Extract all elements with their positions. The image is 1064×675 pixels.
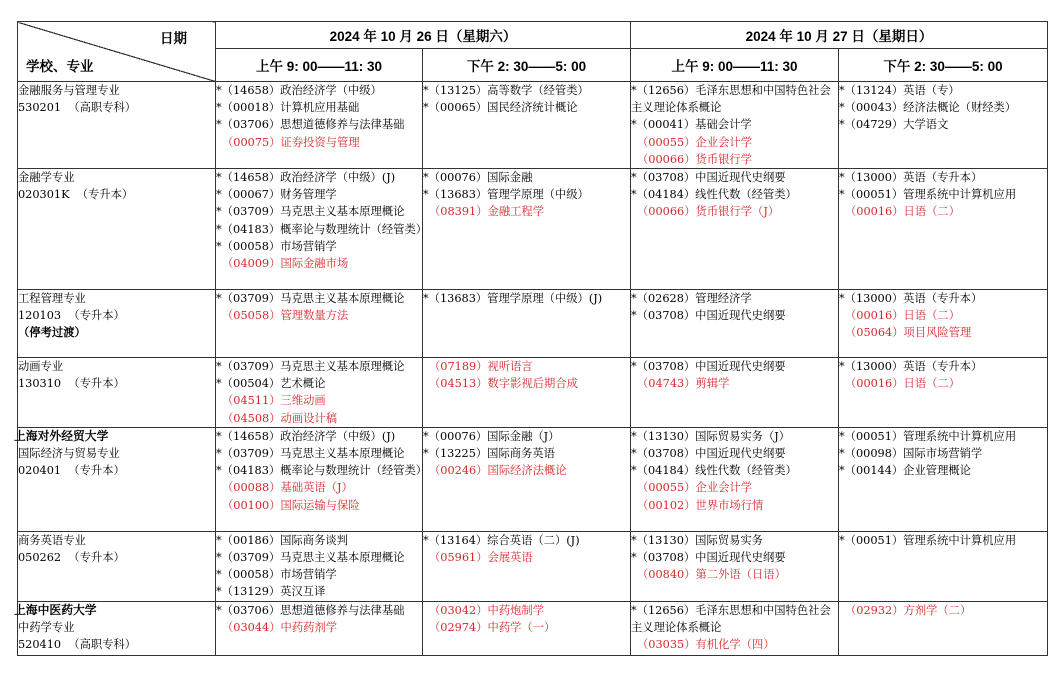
schedule-row xyxy=(18,601,1048,655)
schedule-row xyxy=(18,427,1048,531)
major-name: 中药学专业 xyxy=(18,620,75,634)
exam-course: *（04183）概率论与数理统计（经管类） xyxy=(216,222,428,236)
corner-header-cell xyxy=(18,22,216,82)
exam-course: *（13125）高等数学（经管类） xyxy=(423,84,589,97)
exam-course: （04511）三维动画 xyxy=(222,394,326,408)
exam-cell-day2-pm xyxy=(839,82,1048,169)
exam-course: *（03706）思想道德修养与法律基础 xyxy=(216,118,405,132)
exam-course: *（00018）计算机应用基础 xyxy=(216,101,360,115)
slot-header-day2-am: 上午 9: 00——11: 30 xyxy=(631,49,839,82)
exam-course: *（00098）国际市场营销学 xyxy=(839,447,983,461)
exam-course: *（13683）管理学原理（中级） xyxy=(423,188,589,202)
exam-course: *（13000）英语（专升本） xyxy=(839,360,983,374)
major-cell xyxy=(18,290,216,358)
exam-course: （03042）中药炮制学 xyxy=(429,603,545,617)
exam-course: （08391）金融工程学 xyxy=(429,205,545,219)
exam-course: *（00043）经济法概论（财经类） xyxy=(839,101,1017,115)
exam-course: *（00076）国际金融 xyxy=(423,171,533,185)
exam-course: *（00041）基础会计学 xyxy=(631,118,752,132)
exam-cell-day2-am xyxy=(631,290,839,358)
exam-course: *（12656）毛泽东思想和中国特色社会主义理论体系概论 xyxy=(631,603,831,634)
exam-course: *（13164）综合英语（二）(J) xyxy=(423,533,580,547)
exam-course: （00066）货币银行学 xyxy=(637,152,753,166)
exam-course: *（14658）政治经济学（中级）(J) xyxy=(216,171,396,185)
exam-cell-day1-pm xyxy=(423,601,631,655)
schedule-row xyxy=(18,531,1048,601)
exam-cell-day1-am xyxy=(216,601,423,655)
exam-cell-day1-pm xyxy=(423,82,631,169)
major-code: 120103 （专升本） xyxy=(18,309,125,323)
corner-school-label: 学校、专业 xyxy=(26,59,94,74)
exam-course: （03044）中药药剂学 xyxy=(222,620,338,634)
date-header-day2: 2024 年 10 月 27 日（星期日） xyxy=(631,22,1048,49)
slot-header-day1-am: 上午 9: 00——11: 30 xyxy=(216,49,423,82)
exam-cell-day2-am xyxy=(631,601,839,655)
exam-course: *（03708）中国近现代史纲要 xyxy=(631,309,786,323)
exam-cell-day1-am xyxy=(216,290,423,358)
exam-course: （02974）中药学（一） xyxy=(429,620,556,634)
date-header-day1: 2024 年 10 月 26 日（星期六） xyxy=(216,22,631,49)
major-code: 520410 （高职专科） xyxy=(18,638,137,652)
exam-course: （04513）数字影视后期合成 xyxy=(429,377,578,391)
exam-course: *（03708）中国近现代史纲要 xyxy=(631,360,786,374)
exam-course: *（02628）管理经济学 xyxy=(631,292,752,306)
exam-course: *（04184）线性代数（经管类） xyxy=(631,464,797,478)
major-name: 工程管理专业 xyxy=(18,292,86,306)
major-name: 商务英语专业 xyxy=(18,533,86,547)
exam-course: （04508）动画设计稿 xyxy=(222,411,338,425)
schedule-row xyxy=(18,82,1048,169)
exam-course: *（13225）国际商务英语 xyxy=(423,447,555,461)
exam-course: *（14658）政治经济学（中级） xyxy=(216,84,382,97)
exam-course: （00055）企业会计学 xyxy=(637,135,753,149)
exam-cell-day1-pm xyxy=(423,358,631,428)
exam-course: *（00144）企业管理概论 xyxy=(839,464,971,478)
exam-course: *（03708）中国近现代史纲要 xyxy=(631,171,786,185)
exam-course: *（00058）市场营销学 xyxy=(216,239,337,253)
major-name: 金融学专业 xyxy=(18,171,75,185)
exam-course: *（00076）国际金融（J） xyxy=(423,429,560,443)
exam-cell-day2-pm xyxy=(839,531,1048,601)
major-code: 130310 （专升本） xyxy=(18,377,125,391)
exam-course: （02932）方剂学（二） xyxy=(845,603,972,617)
exam-cell-day1-am xyxy=(216,427,428,531)
exam-course: *（00051）管理系统中计算机应用 xyxy=(839,533,1017,547)
major-code: 050262 （专升本） xyxy=(18,551,125,565)
exam-schedule-table xyxy=(14,21,1048,656)
exam-cell-day2-pm xyxy=(839,169,1048,290)
exam-course: *（04729）大学语文 xyxy=(839,118,949,132)
exam-course: *（13000）英语（专升本） xyxy=(839,171,983,185)
exam-course: *（13000）英语（专升本） xyxy=(839,292,983,306)
corner-date-label: 日期 xyxy=(160,31,187,46)
major-cell xyxy=(14,601,216,655)
exam-course: *（00065）国民经济统计概论 xyxy=(423,101,578,115)
major-cell xyxy=(18,531,216,601)
exam-cell-day1-am xyxy=(216,169,428,290)
exam-cell-day2-am xyxy=(631,82,839,169)
exam-course: *（04183）概率论与数理统计（经管类） xyxy=(216,464,428,478)
exam-course: *（13129）英汉互译 xyxy=(216,585,326,599)
exam-course: *（13130）国际贸易实务（J） xyxy=(631,429,791,443)
exam-course: *（03709）马克思主义基本原理概论 xyxy=(216,205,405,219)
exam-course: （00016）日语（二） xyxy=(845,205,961,219)
major-cell xyxy=(14,427,216,531)
exam-course: *（00058）市场营销学 xyxy=(216,568,337,582)
exam-course: （00055）企业会计学 xyxy=(637,481,753,495)
schedule-row xyxy=(18,358,1048,428)
exam-course: （00066）货币银行学（J） xyxy=(637,205,780,219)
exam-course: *（03706）思想道德修养与法律基础 xyxy=(216,603,405,617)
exam-course: （04009）国际金融市场 xyxy=(222,257,349,271)
exam-cell-day2-pm xyxy=(839,601,1048,655)
exam-course: *（03709）马克思主义基本原理概论 xyxy=(216,360,405,374)
exam-cell-day2-am xyxy=(631,169,839,290)
exam-course: *（00051）管理系统中计算机应用 xyxy=(839,429,1017,443)
exam-cell-day1-am xyxy=(216,531,423,601)
exam-course: *（13124）英语（专） xyxy=(839,84,960,97)
exam-cell-day2-am xyxy=(631,531,839,601)
school-name: 上海中医药大学 xyxy=(14,602,97,617)
exam-course: （00088）基础英语（J） xyxy=(222,481,353,495)
exam-course: *（03709）马克思主义基本原理概论 xyxy=(216,551,405,565)
slot-header-day1-pm: 下午 2: 30——5: 00 xyxy=(423,49,631,82)
exam-course: （03035）有机化学（四） xyxy=(637,638,775,652)
exam-course: *（00186）国际商务谈判 xyxy=(216,533,348,547)
exam-course: *（13130）国际贸易实务 xyxy=(631,533,763,547)
exam-course: （00840）第二外语（日语） xyxy=(637,568,786,582)
schedule-row xyxy=(18,169,1048,290)
major-code: 530201 （高职专科） xyxy=(18,101,137,115)
major-cell xyxy=(18,169,216,290)
exam-course: （00246）国际经济法概论 xyxy=(429,464,567,478)
exam-course: *（03708）中国近现代史纲要 xyxy=(631,447,786,461)
exam-course: *（03709）马克思主义基本原理概论 xyxy=(216,447,405,461)
major-name: 动画专业 xyxy=(18,360,64,374)
exam-course: （05064）项目风险管理 xyxy=(845,326,972,340)
exam-course: （00100）国际运输与保险 xyxy=(222,498,360,512)
exam-course: （05058）管理数量方法 xyxy=(222,309,349,323)
exam-course: （00102）世界市场行情 xyxy=(637,498,764,512)
exam-course: *（00051）管理系统中计算机应用 xyxy=(839,188,1017,202)
exam-course: *（13683）管理学原理（中级）(J) xyxy=(423,292,603,306)
exam-course: （00016）日语（二） xyxy=(845,377,961,391)
major-note: （停考过渡） xyxy=(18,325,86,340)
exam-course: *（00067）财务管理学 xyxy=(216,188,337,202)
exam-cell-day1-pm xyxy=(423,169,631,290)
exam-cell-day2-am xyxy=(631,358,839,428)
major-code: 020301K （专升本） xyxy=(18,188,134,202)
exam-cell-day2-am xyxy=(631,427,839,531)
exam-cell-day1-pm xyxy=(423,531,631,601)
exam-course: *（00504）艺术概论 xyxy=(216,377,326,391)
exam-course: （04743）剪辑学 xyxy=(637,377,730,391)
exam-course: *（03709）马克思主义基本原理概论 xyxy=(216,292,405,306)
exam-course: *（03708）中国近现代史纲要 xyxy=(631,551,786,565)
slot-header-day2-pm: 下午 2: 30——5: 00 xyxy=(839,49,1048,82)
exam-course: （07189）视听语言 xyxy=(429,360,533,374)
major-name: 国际经济与贸易专业 xyxy=(18,447,120,461)
exam-cell-day1-pm xyxy=(423,290,631,358)
exam-cell-day2-pm xyxy=(839,427,1048,531)
exam-cell-day2-pm xyxy=(839,290,1048,358)
exam-course: （00016）日语（二） xyxy=(845,309,961,323)
schedule-row xyxy=(18,290,1048,358)
major-cell xyxy=(18,82,216,169)
major-name: 金融服务与管理专业 xyxy=(18,84,120,97)
exam-cell-day1-am xyxy=(216,82,423,169)
exam-course: （05961）会展英语 xyxy=(429,551,533,565)
major-code: 020401 （专升本） xyxy=(18,464,125,478)
exam-cell-day2-pm xyxy=(839,358,1048,428)
exam-cell-day1-pm xyxy=(423,427,631,531)
exam-course: *（14658）政治经济学（中级）(J) xyxy=(216,429,396,443)
school-name: 上海对外经贸大学 xyxy=(14,428,109,443)
exam-course: *（04184）线性代数（经管类） xyxy=(631,188,797,202)
exam-cell-day1-am xyxy=(216,358,423,428)
major-cell xyxy=(18,358,216,428)
exam-course: *（12656）毛泽东思想和中国特色社会主义理论体系概论 xyxy=(631,84,831,115)
exam-course: （00075）证券投资与管理 xyxy=(222,135,360,149)
